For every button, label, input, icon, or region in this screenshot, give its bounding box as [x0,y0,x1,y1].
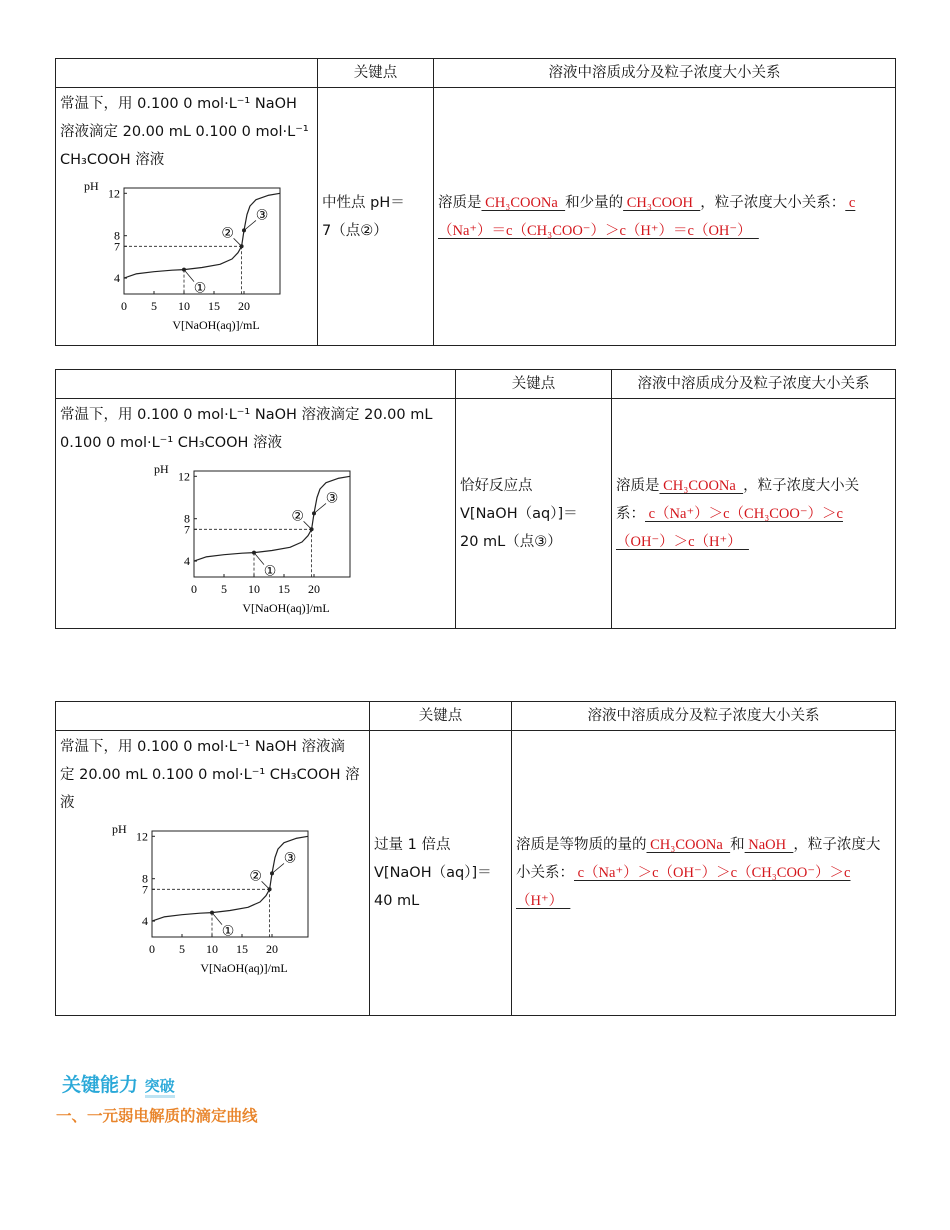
x-axis-label: V[NaOH(aq)]/mL [172,318,260,332]
header-blank-cell [56,370,456,399]
point-leader-line [254,553,264,565]
plot-frame [124,188,280,294]
key-point-line: 中性点 pH＝ [322,194,405,211]
description-line: 常温下，用 0.100 0 mol·L⁻¹ NaOH 溶液滴 [60,739,346,755]
titration-curve-chart [110,817,310,982]
relation-fragment: 和 [730,837,745,853]
plot-frame [152,831,308,937]
relation-cell [512,731,896,1016]
section-title-main: 关键能力 [62,1074,139,1096]
point-label: ② [221,225,234,242]
point-label: ② [249,868,262,885]
relation-fragment: ，粒子浓度大小关系： [516,837,881,881]
y-tick-label: 7 [114,239,120,254]
section-title-small: 突破 [145,1077,175,1098]
relation-cell [612,399,896,629]
x-tick-label: 0 [121,299,127,313]
key-point-cell [456,399,612,629]
header-relation: 溶液中溶质成分及粒子浓度大小关系 [612,370,896,399]
y-axis-label: pH [84,179,99,193]
description-line: 液 [60,795,75,811]
relation-cell [434,88,896,346]
x-tick-label: 20 [308,582,320,596]
x-tick-label: 15 [208,299,220,313]
y-tick-label: 12 [178,469,190,484]
y-tick-label: 12 [136,829,148,844]
x-tick-label: 5 [221,582,227,596]
answer-blank: CH₃COONa [481,194,566,211]
description-cell [56,399,456,629]
titration-curve [124,193,280,278]
x-tick-label: 0 [191,582,197,596]
y-tick-label: 8 [142,871,148,886]
point-label: ③ [283,850,297,867]
description-line: 0.100 0 mol·L⁻¹ CH₃COOH 溶液 [60,435,283,451]
point-label: ③ [325,490,339,507]
relation-fragment: 溶质是等物质的量的 [516,837,647,853]
relation-fragment: ，粒子浓度大小关系： [700,194,846,211]
titration-curve [152,836,308,921]
point-label: ① [193,280,207,297]
x-tick-label: 10 [178,299,190,313]
table-excess-point [55,701,896,1016]
header-blank-cell [56,59,318,88]
description-cell [56,88,318,346]
x-tick-label: 10 [206,942,218,956]
y-tick-label: 7 [142,882,148,897]
section-subtitle: 一、一元弱电解质的滴定曲线 [56,1107,258,1125]
answer-blank: c（Na⁺）＝c（CH₃COO⁻）＞c（H⁺）＝c（OH⁻） [438,194,856,239]
table-neutral-point [55,58,896,346]
key-point-line: 7（点②） [322,222,388,239]
key-point-line: 20 mL（点③） [460,533,562,550]
x-axis-label: V[NaOH(aq)]/mL [242,601,330,615]
x-tick-label: 0 [149,942,155,956]
key-point-line: V[NaOH（aq）]＝ [374,865,492,881]
header-key-point: 关键点 [318,59,434,88]
answer-blank: CH₃COOH [623,194,701,211]
relation-text [516,831,891,915]
x-tick-label: 15 [278,582,290,596]
titration-curve-chart [82,174,282,339]
x-tick-label: 5 [151,299,157,313]
header-relation: 溶液中溶质成分及粒子浓度大小关系 [434,59,896,88]
relation-fragment: 和少量的 [565,194,624,211]
plot-frame [194,471,350,577]
answer-blank: c（Na⁺）＞c（CH₃COO⁻）＞c（OH⁻）＞c（H⁺） [616,505,843,550]
description-line: 常温下，用 0.100 0 mol·L⁻¹ NaOH [60,96,297,112]
section-title [62,1070,175,1097]
key-point-cell [370,731,512,1016]
table-row [56,731,896,1016]
point-leader-line [262,881,270,889]
point-leader-line [184,270,194,282]
x-axis-label: V[NaOH(aq)]/mL [200,961,288,975]
description-cell [56,731,370,1016]
header-key-point: 关键点 [456,370,612,399]
titration-curve [194,476,350,561]
point-label: ③ [255,207,269,224]
titration-curve-chart [152,457,352,622]
point-label: ② [291,508,304,525]
y-tick-label: 4 [142,914,148,929]
y-tick-label: 12 [108,186,120,201]
relation-fragment: 溶质是 [438,194,482,211]
answer-blank: CH₃COONa [646,837,731,853]
header-relation: 溶液中溶质成分及粒子浓度大小关系 [512,702,896,731]
y-axis-label: pH [154,462,169,476]
x-tick-label: 10 [248,582,260,596]
description-line: CH₃COOH 溶液 [60,152,165,168]
relation-text [438,189,891,245]
table-row [56,399,896,629]
relation-text [616,472,891,556]
point-leader-line [212,913,222,925]
description-line: 常温下，用 0.100 0 mol·L⁻¹ NaOH 溶液滴定 20.00 mL [60,407,433,423]
key-point-cell [318,88,434,346]
table-header-row [56,702,896,731]
header-blank-cell [56,702,370,731]
answer-blank: c（Na⁺）＞c（OH⁻）＞c（CH₃COO⁻）＞c（H⁺） [516,865,851,909]
point-leader-line [234,238,242,246]
key-point-line: 40 mL [374,893,420,909]
point-label: ① [263,563,277,580]
x-tick-label: 5 [179,942,185,956]
table-equivalence-point [55,369,896,629]
key-point-line: 过量 1 倍点 [374,837,451,853]
relation-fragment: ，粒子浓度大小关系： [616,477,860,522]
answer-blank: CH₃COONa [659,477,744,494]
y-tick-label: 4 [114,271,120,286]
description-line: 溶液滴定 20.00 mL 0.100 0 mol·L⁻¹ [60,124,309,140]
description-line: 定 20.00 mL 0.100 0 mol·L⁻¹ CH₃COOH 溶 [60,767,360,783]
y-axis-label: pH [112,822,127,836]
key-point-line: 恰好反应点 [460,477,533,494]
x-tick-label: 15 [236,942,248,956]
y-tick-label: 8 [184,511,190,526]
answer-blank: NaOH [744,837,794,853]
table-header-row [56,370,896,399]
table-header-row [56,59,896,88]
point-leader-line [304,521,312,529]
x-tick-label: 20 [266,942,278,956]
key-point-line: V[NaOH（aq）]＝ [460,505,578,522]
table-row [56,88,896,346]
relation-fragment: 溶质是 [616,477,660,494]
y-tick-label: 8 [114,228,120,243]
y-tick-label: 4 [184,554,190,569]
x-tick-label: 20 [238,299,250,313]
point-label: ① [221,923,235,940]
header-key-point: 关键点 [370,702,512,731]
y-tick-label: 7 [184,522,190,537]
